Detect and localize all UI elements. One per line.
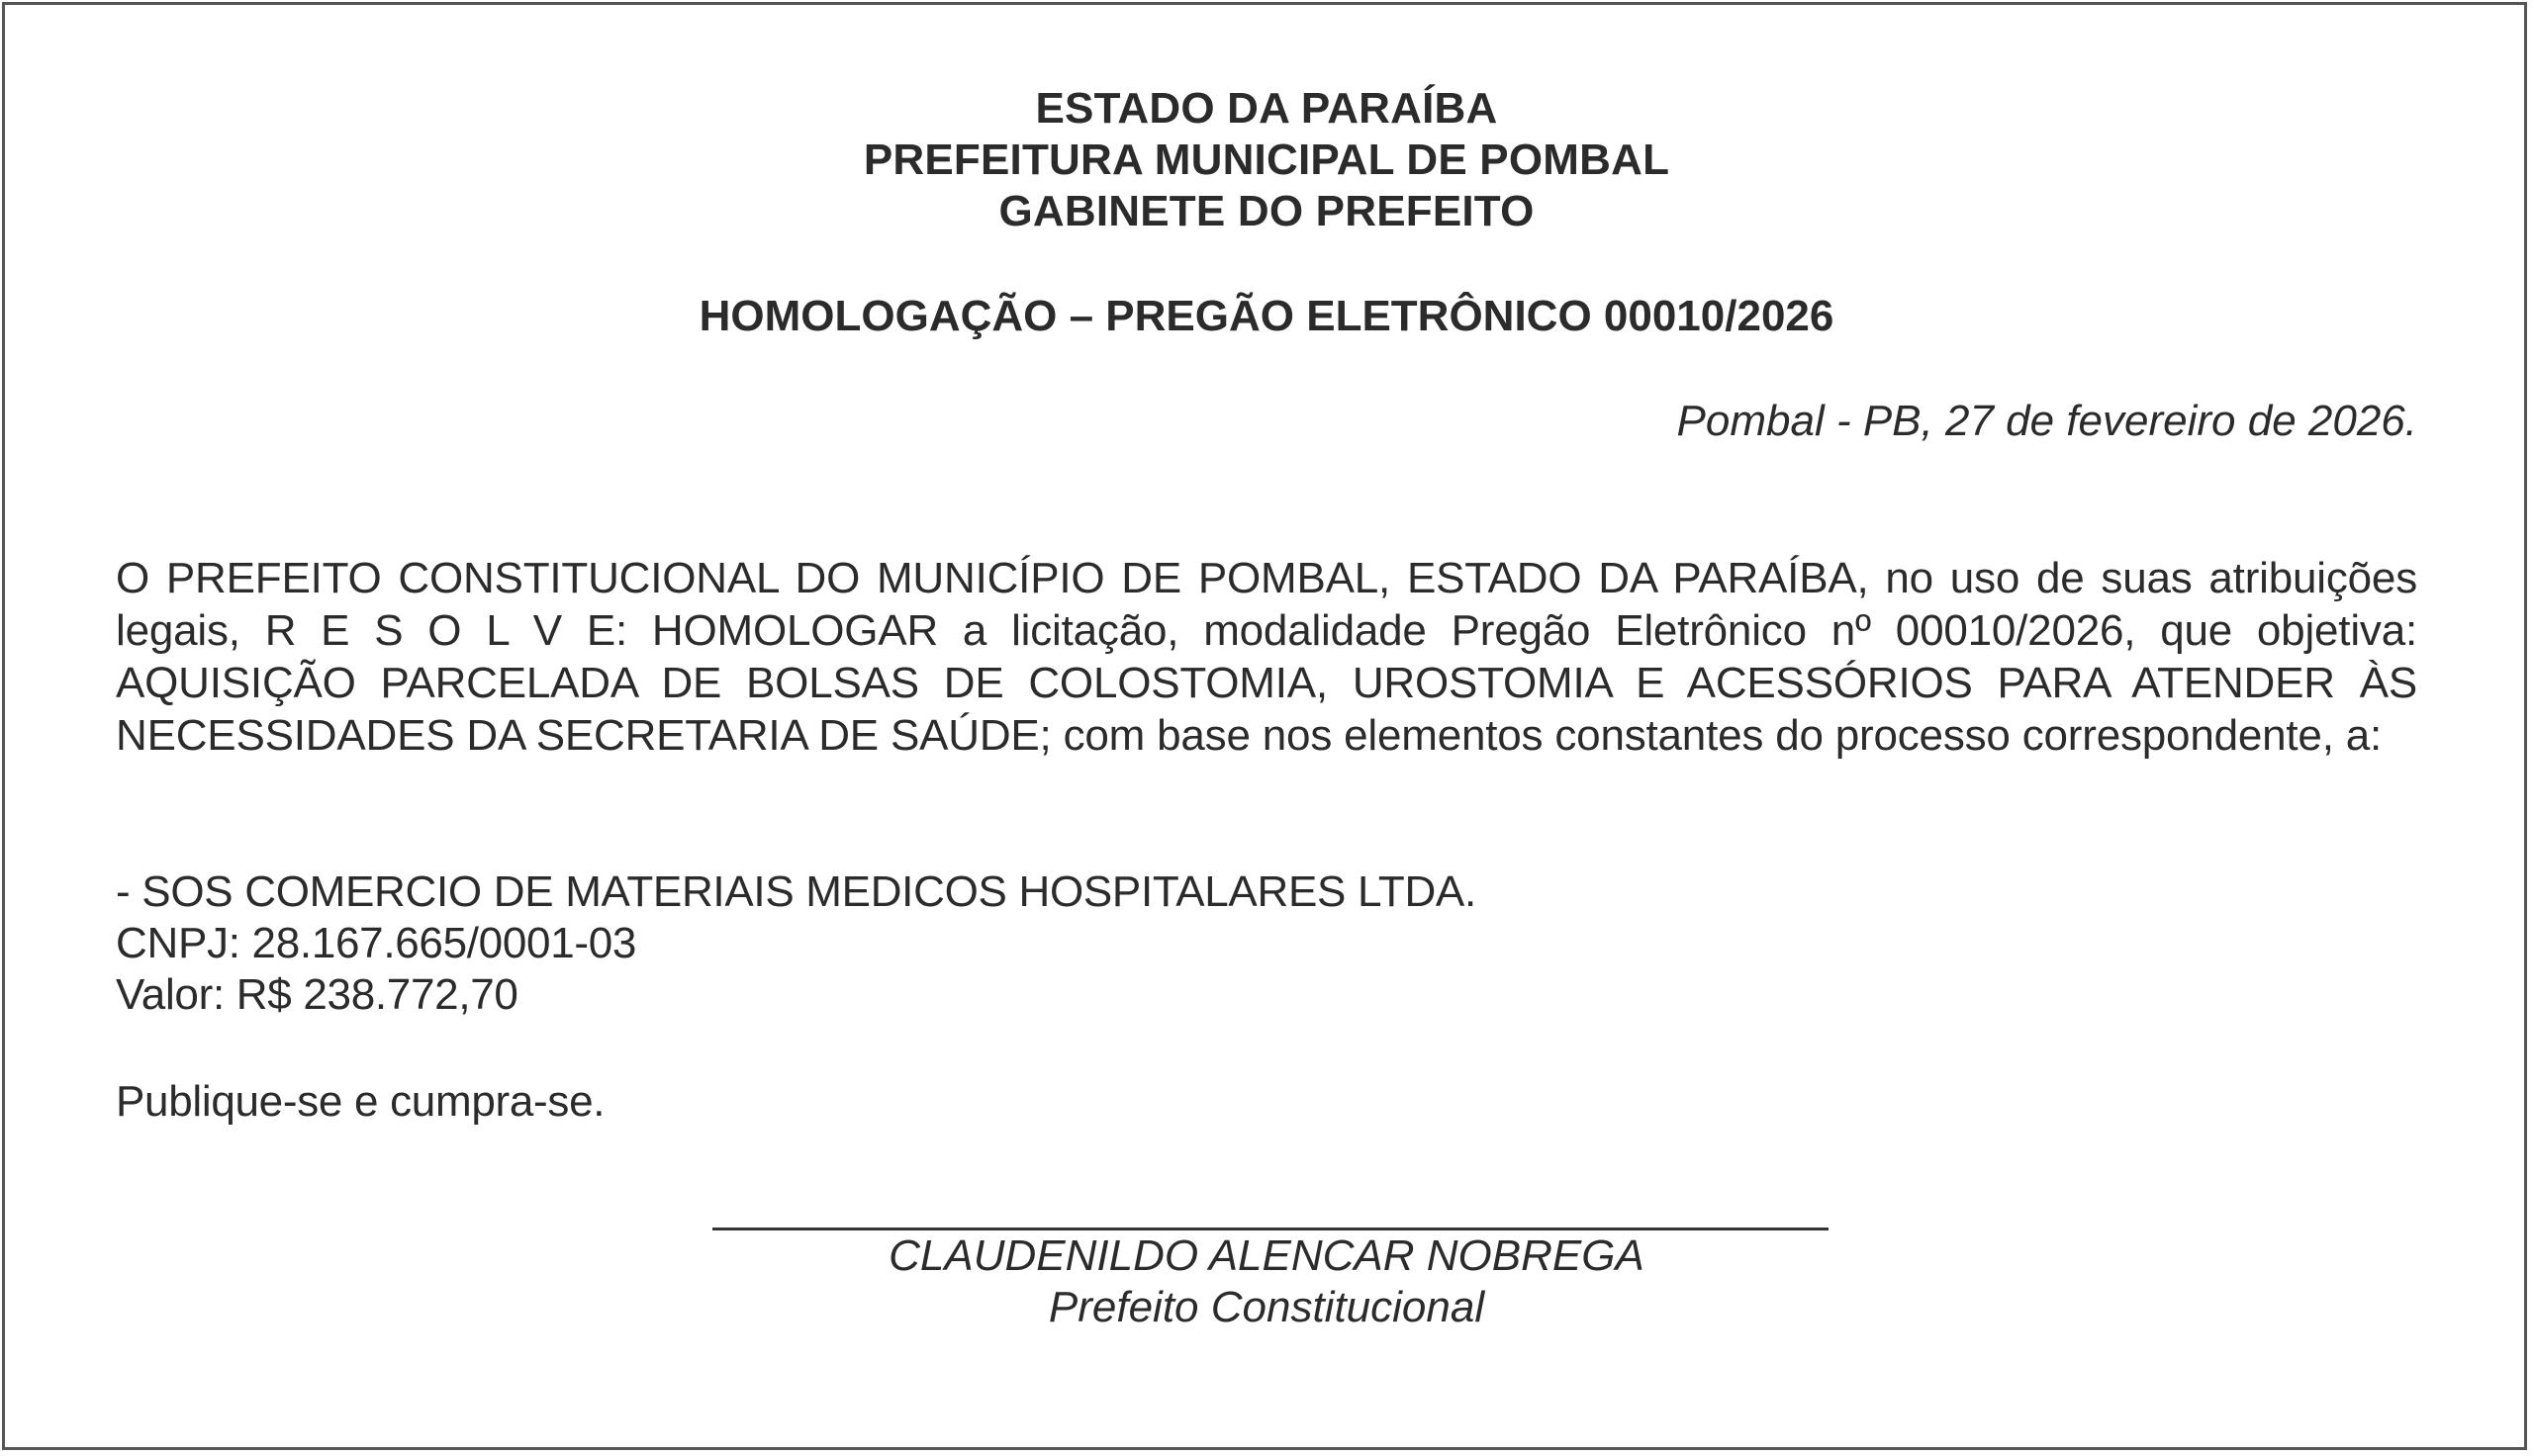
resolution-paragraph: O PREFEITO CONSTITUCIONAL DO MUNICÍPIO DE POMBAL, ESTADO DA PARAÍBA, no uso de suas atribuições legais, R E S O L V E: HOMOLOGAR a licitação, modalidade Pregão Eletrônico nº 00010/2026, que objetiva: AQUISIÇÃO PARCELADA DE BOLSAS DE COLOSTOMIA, UROSTOMIA E ACESSÓRIOS PARA ATENDER ÀS NECESSIDADES DA SECRETARIA DE SAÚDE; com base nos elementos constantes do processo correspondente, a: (116, 554, 2417, 760)
office-name: GABINETE DO PREFEITO (998, 187, 1535, 235)
winner-block (116, 866, 1476, 1021)
document-title: HOMOLOGAÇÃO – PREGÃO ELETRÔNICO 00010/2026 (699, 292, 1834, 340)
winner-value: Valor: R$ 238.772,70 (116, 970, 518, 1019)
document-header (0, 83, 2533, 237)
closing-statement: Publique-se e cumpra-se. (116, 1077, 606, 1126)
date-line: Pombal - PB, 27 de fevereiro de 2026. (1676, 397, 2417, 445)
signatory-name: CLAUDENILDO ALENCAR NOBREGA (889, 1231, 1644, 1280)
state-name: ESTADO DA PARAÍBA (1035, 84, 1498, 133)
signatory-role: Prefeito Constitucional (1048, 1283, 1485, 1331)
winner-company: - SOS COMERCIO DE MATERIAIS MEDICOS HOSPITALARES LTDA. (116, 867, 1476, 916)
city-hall-name: PREFEITURA MUNICIPAL DE POMBAL (863, 136, 1670, 184)
winner-cnpj: CNPJ: 28.167.665/0001-03 (116, 919, 637, 967)
